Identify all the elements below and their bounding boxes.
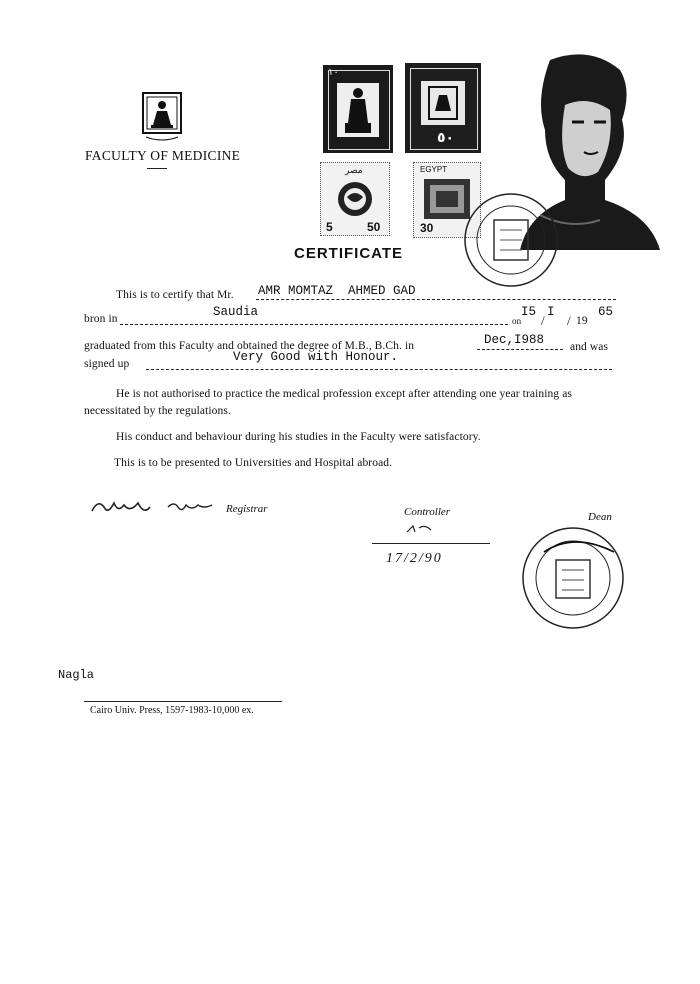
graduated-text: graduated from this Faculty and obtained the degree of M.B., B.Ch. in [84,340,415,352]
stamp-country: EGYPT [420,165,448,174]
pharaoh-figure-icon [337,83,379,137]
clerk-name: Nagla [58,668,95,682]
dean-label: Dean [588,511,612,523]
conduct-paragraph: His conduct and behaviour during his studies in the Faculty were satisfactory. [116,431,481,443]
student-name: AMR MOMTAZ AHMED GAD [258,284,416,298]
revenue-stamp-1 [323,65,393,153]
name-underline [256,299,616,300]
revenue-stamp-3 [320,162,390,236]
on-label: on [512,316,522,326]
seal-pattern-icon [333,179,377,219]
footer-divider [84,701,282,702]
restriction-paragraph: He is not authorised to practice the medical profession except after attending one year training as necessitated by the regulations. [84,388,572,417]
stamp-value: 50 [367,220,381,234]
divider [147,168,167,169]
birth-year-prefix: 19 [576,315,588,327]
stamp-value: ١٠ [328,67,339,78]
birthplace: Saudia [213,305,259,319]
and-was-label: and was [570,341,609,353]
certificate-title: CERTIFICATE [294,245,404,262]
stamp-value: 30 [420,221,434,235]
official-seal-icon [456,190,566,290]
controller-date: 17/2/90 [386,551,443,566]
date-slash: / [567,313,571,328]
grade: Very Good with Honour. [233,350,399,364]
date-slash: / [541,313,545,328]
birthplace-underline [120,324,508,325]
birth-day: I5 [521,305,537,319]
birth-month: I [547,305,555,319]
graduation-date: Dec,I988 [484,333,545,347]
press-footer: Cairo Univ. Press, 1597-1983-10,000 ex. [90,705,254,716]
faculty-name: FACULTY OF MEDICINE [85,148,241,163]
signed-up-label: signed up [84,358,130,370]
emblem-icon [421,81,465,125]
grade-underline [146,369,612,370]
certify-prefix: This is to certify that Mr. [116,289,234,301]
stamp-country: مصر [345,165,363,175]
born-label: bron in [84,313,118,325]
registrar-signature [88,493,218,523]
dean-seal-icon [514,522,632,632]
revenue-stamp-2 [405,63,481,153]
controller-line [372,543,490,544]
university-emblem-icon [141,91,183,143]
registrar-label: Registrar [226,503,268,515]
stamp-value: 5 [326,220,333,234]
birth-year-suffix: 65 [598,305,614,319]
controller-label: Controller [404,506,451,518]
grad-date-underline [477,349,563,350]
stamp-value: ٥٠ [437,129,455,145]
controller-initials [405,522,435,536]
purpose-paragraph: This is to be presented to Universities and Hospital abroad. [114,457,393,469]
